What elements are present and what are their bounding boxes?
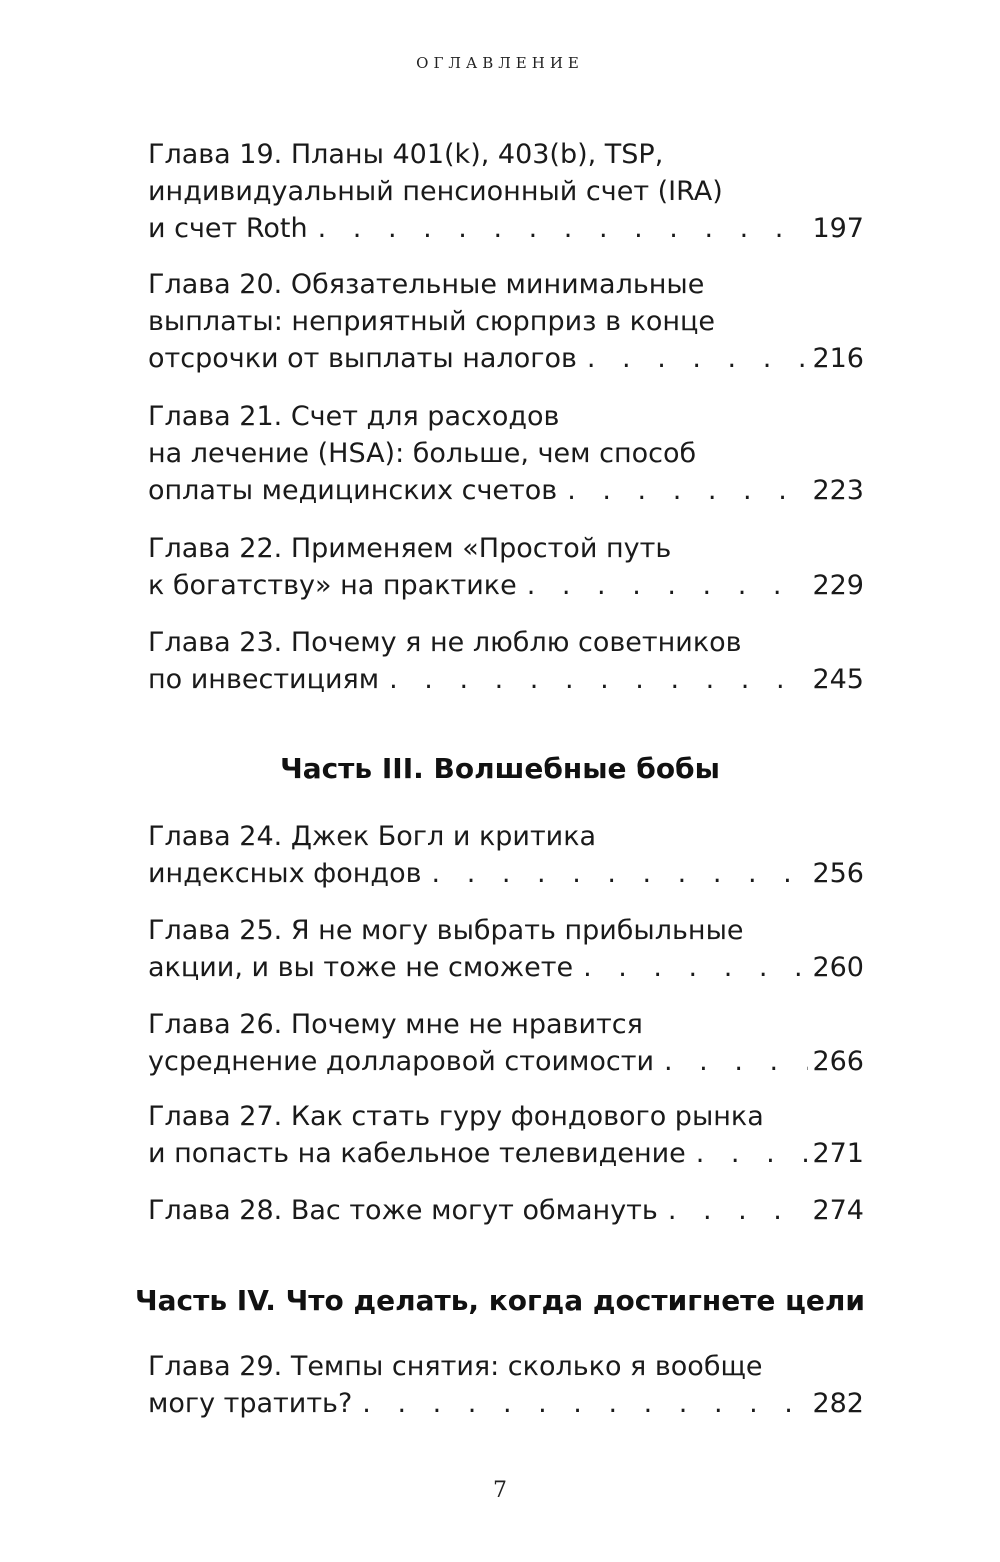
toc-entry-chapter-29[interactable]	[148, 1348, 864, 1422]
entry-last-line	[148, 1043, 864, 1080]
entry-line: Глава 29. Темпы снятия: сколько я вообще	[148, 1351, 763, 1382]
entry-last-line	[148, 661, 864, 698]
dot-leader	[557, 472, 808, 509]
dot-leader	[517, 567, 809, 604]
entry-last-line	[148, 1385, 864, 1422]
toc-entry-chapter-25[interactable]	[148, 912, 864, 986]
toc-entry-chapter-27[interactable]	[148, 1098, 864, 1172]
running-head: ОГЛАВЛЕНИЕ	[416, 54, 584, 72]
entry-line: Глава 25. Я не могу выбрать прибыльные	[148, 915, 744, 946]
entry-line: по инвестициям	[148, 664, 380, 695]
page-number-ref: 216	[812, 343, 864, 374]
page-number-ref: 260	[812, 952, 864, 983]
dot-leader	[379, 661, 808, 698]
toc-entry-chapter-22[interactable]	[148, 530, 864, 604]
page-number-ref: 271	[812, 1138, 864, 1169]
entry-line: к богатству» на практике	[148, 570, 517, 601]
entry-line: Глава 21. Счет для расходов	[148, 401, 560, 432]
toc-entry-chapter-20[interactable]	[148, 266, 864, 377]
dot-leader	[573, 949, 808, 986]
page-folio: 7	[493, 1478, 507, 1503]
entry-last-line	[148, 340, 864, 377]
entry-last-line	[148, 210, 864, 247]
page-number-ref: 256	[812, 858, 864, 889]
dot-leader	[308, 210, 809, 247]
entry-line: индексных фондов	[148, 858, 422, 889]
dot-leader	[654, 1043, 808, 1080]
page-number-ref: 229	[812, 570, 864, 601]
part-heading-3[interactable]: Часть III. Волшебные бобы	[280, 752, 720, 785]
dot-leader	[658, 1192, 809, 1229]
toc-entry-chapter-24[interactable]	[148, 818, 864, 892]
part-heading-4[interactable]: Часть IV. Что делать, когда достигнете цели	[134, 1284, 866, 1317]
page-number-ref: 245	[812, 664, 864, 695]
dot-leader	[422, 855, 809, 892]
entry-line: могу тратить?	[148, 1388, 353, 1419]
toc-entry-chapter-19[interactable]	[148, 136, 864, 247]
entry-line: отсрочки от выплаты налогов	[148, 343, 577, 374]
entry-line: и счет Roth	[148, 213, 308, 244]
entry-line: Глава 19. Планы 401(k), 403(b), TSP,	[148, 139, 664, 170]
dot-leader	[577, 340, 809, 377]
entry-last-line	[148, 949, 864, 986]
entry-last-line	[148, 1135, 864, 1172]
page-number-ref: 282	[812, 1388, 864, 1419]
entry-line: Глава 27. Как стать гуру фондового рынка	[148, 1101, 764, 1132]
entry-last-line	[148, 472, 864, 509]
entry-line: Глава 26. Почему мне не нравится	[148, 1009, 643, 1040]
toc-entry-chapter-23[interactable]	[148, 624, 864, 698]
entry-line: на лечение (HSA): больше, чем способ	[148, 438, 697, 469]
entry-line: Глава 28. Вас тоже могут обмануть	[148, 1195, 658, 1226]
page-number-ref: 197	[812, 213, 864, 244]
entry-line: выплаты: неприятный сюрприз в конце	[148, 306, 716, 337]
entry-last-line	[148, 1192, 864, 1229]
page-number-ref: 266	[812, 1046, 864, 1077]
page-number-ref: 223	[812, 475, 864, 506]
toc-entry-chapter-26[interactable]	[148, 1006, 864, 1080]
entry-last-line	[148, 567, 864, 604]
dot-leader	[352, 1385, 808, 1422]
entry-line: усреднение долларовой стоимости	[148, 1046, 655, 1077]
entry-line: Глава 20. Обязательные минимальные	[148, 269, 705, 300]
toc-entry-chapter-28[interactable]	[148, 1192, 864, 1229]
entry-line: индивидуальный пенсионный счет (IRA)	[148, 176, 723, 207]
toc-entry-chapter-21[interactable]	[148, 398, 864, 509]
entry-line: акции, и вы тоже не сможете	[148, 952, 574, 983]
dot-leader	[686, 1135, 809, 1172]
page-number-ref: 274	[812, 1195, 864, 1226]
entry-line: Глава 22. Применяем «Простой путь	[148, 533, 672, 564]
entry-line: Глава 23. Почему я не люблю советников	[148, 627, 742, 658]
entry-last-line	[148, 855, 864, 892]
entry-line: оплаты медицинских счетов	[148, 475, 558, 506]
entry-line: Глава 24. Джек Богл и критика	[148, 821, 597, 852]
entry-line: и попасть на кабельное телевидение	[148, 1138, 686, 1169]
